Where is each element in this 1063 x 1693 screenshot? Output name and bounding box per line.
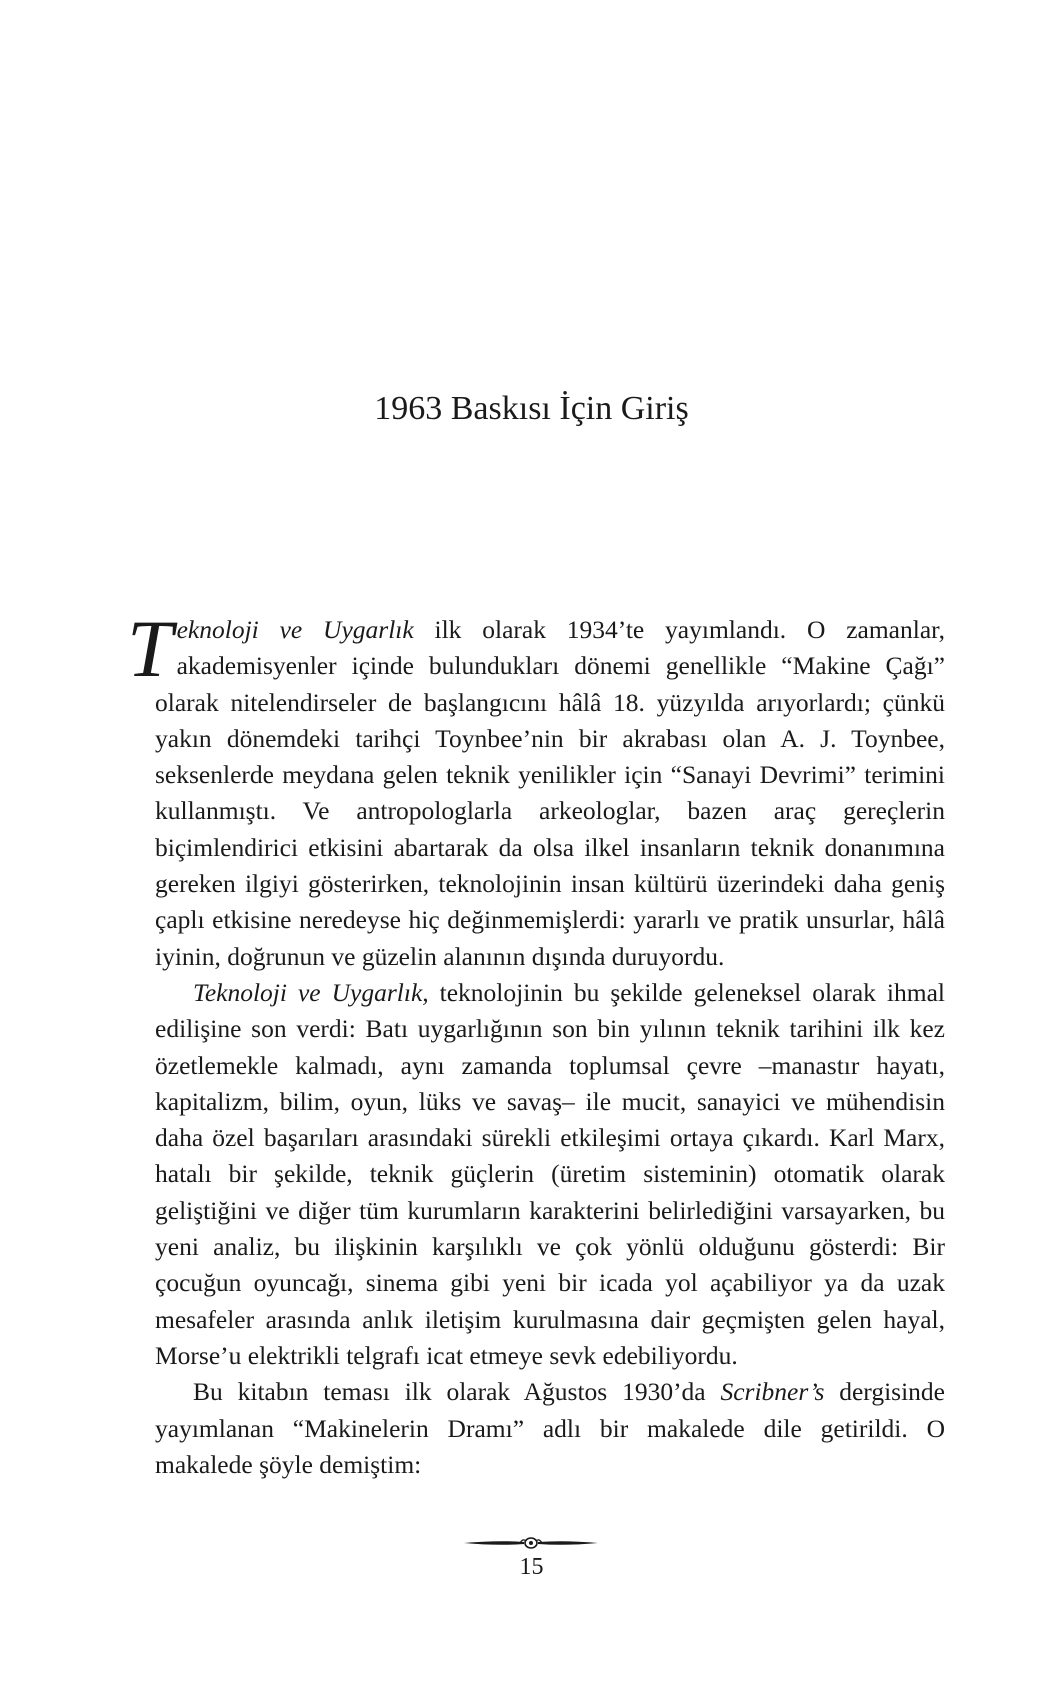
book-title-italic-2: Teknoloji ve Uygarlık, <box>193 977 429 1007</box>
paragraph-1 <box>127 603 946 975</box>
paragraph-3-text-before: Bu kitabın teması ilk olarak Ağustos 1930’da <box>193 1377 721 1407</box>
paragraph-2-text: teknolojinin bu şekilde geleneksel olarak ihmal edilişine son verdi: Batı uygarlığının son bin yılının teknik tarihini ilk kez özetlemekle kalmadı, aynı zamanda toplumsal çevre –manastır hayatı, kapitalizm, bilim, oyun, lüks ve savaş– ile mucit, sanayici ve mühendisin daha özel başarıları arasındaki sürekli etkileşimi ortaya çıkardı. Karl Marx, hatalı bir şekilde, teknik güçlerin (üretim sisteminin) otomatik olarak geliştiğini ve diğer tüm kurumların karakterini belirlediğini varsayarken, bu yeni analiz, bu ilişkinin karşılıklı ve çok yönlü olduğunu gösterdi: Bir çocuğun oyuncağı, sinema gibi yeni bir icada yol açabiliyor ya da uzak mesafeler arasında anlık iletişim kurulmasına dair geçmişten gelen hayal, Morse’u elektrikli telgrafı icat etmeye sevk edebiliyordu. <box>155 977 946 1370</box>
paragraph-3-text-after: dergisinde yayımlanan “Makinelerin Dramı” adlı bir makalede dile getirildi. O makalede şöyle demiştim: <box>155 1377 946 1479</box>
paragraph-3 <box>155 1374 945 1483</box>
chapter-title: 1963 Baskısı İçin Giriş <box>374 390 689 427</box>
paragraph-1-text: ilk olarak 1934’te yayımlandı. O zamanlar, akademisyenler içinde bulundukları dönemi genellikle “Makine Çağı” olarak nitelendirseler de başlangıcını hâlâ 18. yüzyılda arıyorlardı; çünkü yakın dönemdeki tarihçi Toynbee’nin bir akrabası olan A. J. Toynbee, seksenlerde meydana gelen teknik yenilikler için “Sanayi Devrimi” terimini kullanmıştı. Ve antropologlarla arkeologlar, bazen araç gereçlerin biçimlendirici etkisini abartarak da olsa ilkel insanların teknik donanımına gereken ilgiyi gösterirken, teknolojinin insan kültürü üzerindeki daha geniş çaplı etkisine neredeyse hiç değinmemişlerdi: yararlı ve pratik unsurlar, hâlâ iyinin, doğrunun ve güzelin alanının dışında duruyordu. <box>155 615 946 971</box>
paragraph-2 <box>155 975 945 1374</box>
drop-cap: T <box>127 603 173 694</box>
page-number: 15 <box>519 1554 544 1580</box>
scroll-ornament-icon <box>462 1534 600 1552</box>
magazine-title-italic: Scribner’s <box>720 1377 825 1407</box>
book-title-italic: eknoloji ve Uygarlık <box>176 615 414 644</box>
body-text <box>127 603 946 1483</box>
